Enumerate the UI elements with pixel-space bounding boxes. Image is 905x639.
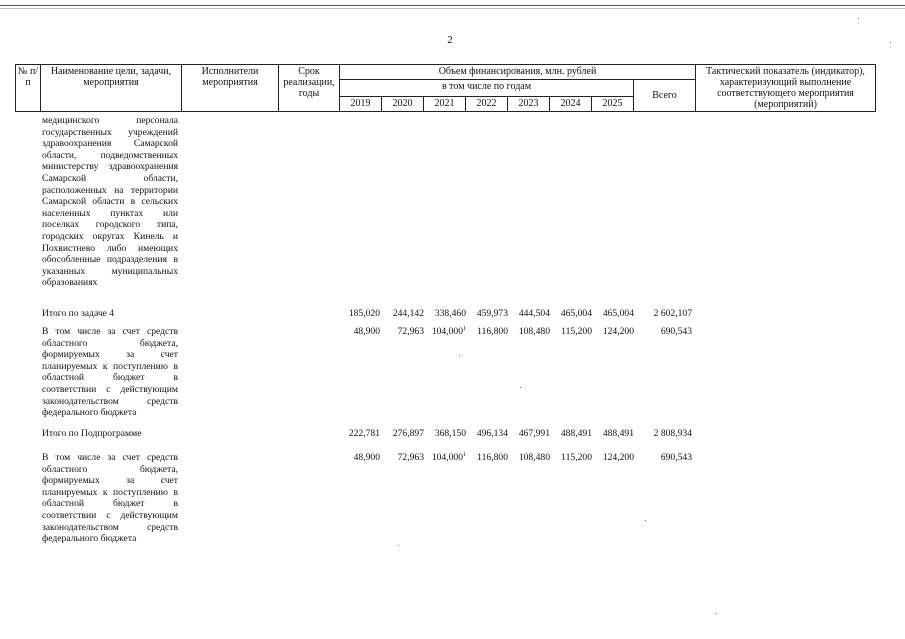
footnote-mark: 1 bbox=[463, 326, 466, 332]
header-col-finance: Объем финансирования, млн. рублей bbox=[340, 65, 696, 80]
header-year: 2021 bbox=[424, 97, 466, 112]
value-2024: 115,200 bbox=[561, 452, 592, 463]
scan-speck bbox=[398, 545, 399, 546]
value-2024: 465,004 bbox=[560, 308, 592, 319]
value-2020: 244,142 bbox=[392, 308, 424, 319]
top-border-line-shadow bbox=[0, 8, 905, 9]
value-2025: 124,200 bbox=[602, 452, 634, 463]
value-2021: 368,150 bbox=[434, 428, 466, 439]
row-including-regional-label: В том числе за счет средств областного бюджета, формируемых за счет планируемых к поступлению в областной бюджет в соответствии с действующим законодательством средств федерального бюджета bbox=[42, 452, 178, 545]
header-year: 2024 bbox=[550, 97, 592, 112]
value-2022: 459,973 bbox=[476, 308, 508, 319]
row-total-task-4-label: Итого по задаче 4 bbox=[42, 308, 115, 319]
value-2024: 488,491 bbox=[560, 428, 592, 439]
header-year: 2023 bbox=[508, 97, 550, 112]
header-year: 2022 bbox=[466, 97, 508, 112]
value-2023: 108,480 bbox=[518, 326, 550, 337]
value-2023: 467,991 bbox=[518, 428, 550, 439]
scan-speck bbox=[890, 42, 891, 43]
value-2022: 496,134 bbox=[476, 428, 508, 439]
header-col-name: Наименование цели, задачи, мероприятия bbox=[41, 65, 182, 112]
value-2024: 115,200 bbox=[561, 326, 592, 337]
footnote-mark: 1 bbox=[463, 452, 466, 458]
value-2023: 108,480 bbox=[518, 452, 550, 463]
value-total: 2 602,107 bbox=[653, 308, 692, 319]
header-col-number: № п/п bbox=[16, 65, 41, 112]
header-col-total: Всего bbox=[634, 80, 696, 112]
header-year: 2020 bbox=[382, 97, 424, 112]
value-2025: 124,200 bbox=[602, 326, 634, 337]
scan-speck bbox=[520, 387, 521, 388]
value-2023: 444,504 bbox=[518, 308, 550, 319]
header-col-indicator: Тактический показатель (индикатор), характеризующий выполнение соответствующего мероприятия (мероприятий) bbox=[696, 65, 876, 112]
value-2021: 104,000$^1$ bbox=[431, 452, 466, 463]
page-number: 2 bbox=[447, 34, 453, 46]
value-2021: 104,000$^1$ bbox=[431, 326, 466, 337]
header-col-executor: Исполнители мероприятия bbox=[182, 65, 279, 112]
value-2019: 48,900 bbox=[353, 452, 380, 463]
scan-speck bbox=[645, 520, 646, 521]
value-2025: 488,491 bbox=[602, 428, 634, 439]
value-total: 690,543 bbox=[660, 452, 692, 463]
value-2022: 116,800 bbox=[477, 452, 508, 463]
value-2019: 222,781 bbox=[348, 428, 380, 439]
scan-speck bbox=[459, 355, 460, 356]
table-header bbox=[15, 64, 876, 112]
value-2020: 276,897 bbox=[392, 428, 424, 439]
row-including-regional-label: В том числе за счет средств областного бюджета, формируемых за счет планируемых к поступлению в областной бюджет в соответствии с действующим законодательством средств федерального бюджета bbox=[42, 326, 178, 419]
value-total: 2 808,934 bbox=[653, 428, 692, 439]
row-continuation-text: медицинского персонала государственных учреждений здравоохранения Самарской области, подведомственных министерству здравоохранения Самарской области, расположенных на территории Самарской области в сельских населенных пунктах или поселках городского типа, городских округах Кинель и Похвистнево либо имеющих обособленные подразделения в указанных муниципальных образованиях bbox=[42, 115, 178, 289]
value-2020: 72,963 bbox=[397, 452, 424, 463]
value-2025: 465,004 bbox=[602, 308, 634, 319]
scan-speck bbox=[715, 613, 716, 614]
header-year: 2019 bbox=[340, 97, 382, 112]
header-by-years: в том числе по годам bbox=[340, 80, 634, 97]
value-2022: 116,800 bbox=[477, 326, 508, 337]
scan-speck bbox=[858, 18, 859, 19]
value-2019: 48,900 bbox=[353, 326, 380, 337]
value-2019: 185,020 bbox=[348, 308, 380, 319]
value-2020: 72,963 bbox=[397, 326, 424, 337]
top-border-line bbox=[0, 5, 905, 6]
value-2021: 338,460 bbox=[434, 308, 466, 319]
header-col-term: Срок реализации, годы bbox=[279, 65, 340, 112]
value-total: 690,543 bbox=[660, 326, 692, 337]
header-year: 2025 bbox=[592, 97, 634, 112]
row-total-subprogram-label: Итого по Подпрограмме bbox=[42, 428, 142, 439]
